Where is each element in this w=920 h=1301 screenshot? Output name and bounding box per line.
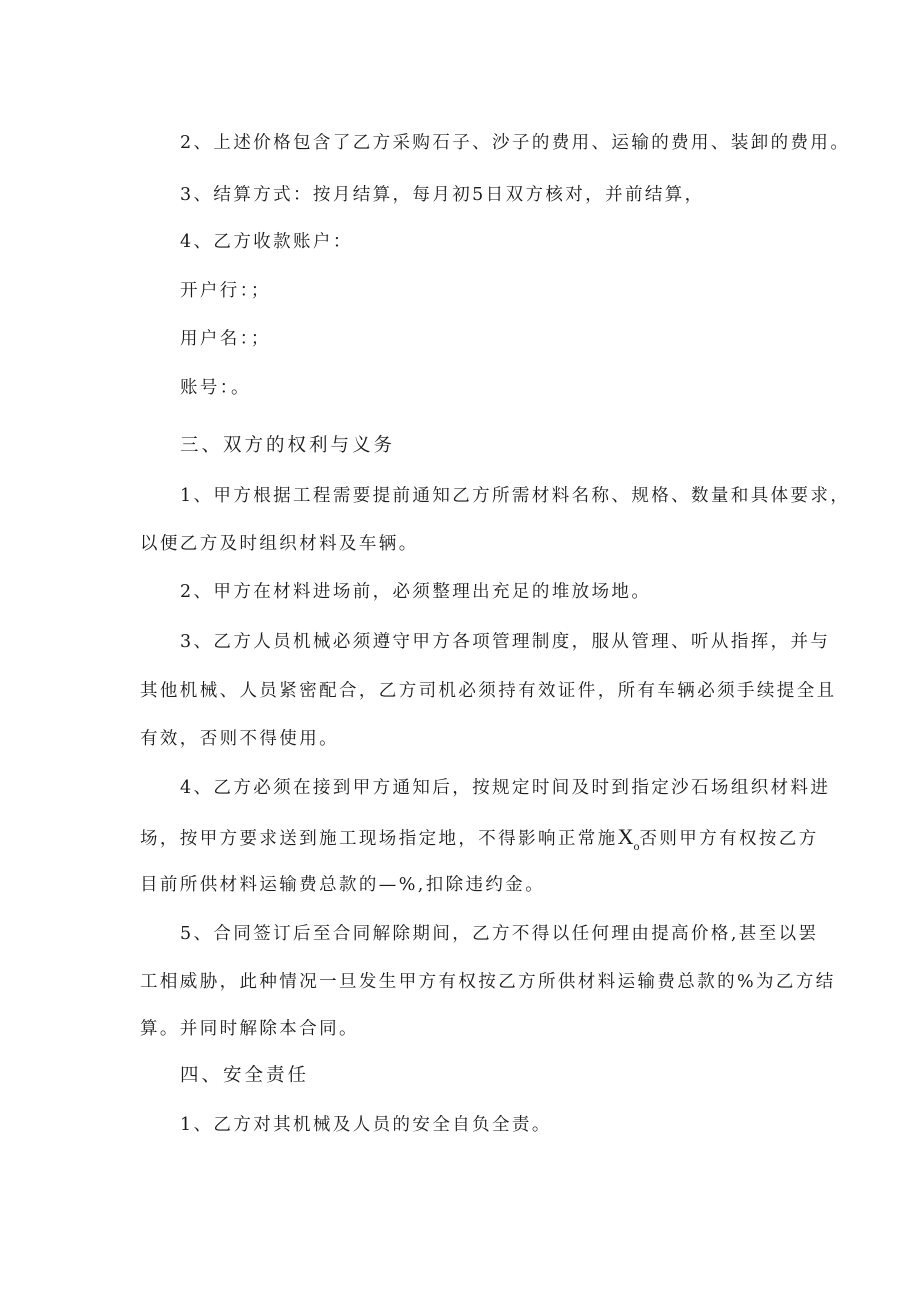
s3-item5-line2: 工相威胁，此种情况一旦发生甲方有权按乙方所供材料运输费总款的%为乙方结: [140, 972, 836, 992]
s4-item1: 1、乙方对其机械及人员的安全自负全责。: [180, 1115, 552, 1135]
s3-item3-line1: 3、乙方人员机械必须遵守甲方各项管理制度，服从管理、听从指挥，并与: [180, 632, 831, 652]
s3-item4-line1: 4、乙方必须在接到甲方通知后，按规定时间及时到指定沙石场组织材料进: [180, 778, 831, 798]
s3-item4-line2: [140, 824, 819, 853]
clause-settlement-method: 3、结算方式：按月结算，每月初5日双方核对，并前结算，: [180, 185, 705, 205]
bank-name-line: 开户行：；: [180, 281, 271, 301]
s3-item4-line2-pre: 场，按甲方要求送到施工现场指定地，不得影响正常施: [140, 829, 618, 849]
s3-item1-line2: 以便乙方及时组织材料及车辆。: [140, 534, 419, 554]
clause-receiving-account: 4、乙方收款账户：: [180, 232, 353, 252]
s3-item4-sub-glyph: o: [633, 839, 640, 853]
s3-item4-x-glyph: X: [617, 824, 634, 849]
s3-item4-line2-post: 否则甲方有权按乙方: [639, 829, 819, 849]
section-3-title: 三、双方的权利与义务: [180, 435, 396, 456]
s3-item2: 2、甲方在材料进场前，必须整理出充足的堆放场地。: [180, 582, 652, 602]
account-number-line: 账号：。: [180, 378, 251, 398]
s3-item5-line1: 5、合同签订后至合同解除期间，乙方不得以任何理由提高价格,甚至以罢: [180, 924, 819, 944]
s3-item1-line1: 1、甲方根据工程需要提前通知乙方所需材料名称、规格、数量和具体要求，: [180, 486, 851, 506]
s3-item5-line3: 算。并同时解除本合同。: [140, 1019, 359, 1039]
s3-item4-line3: 目前所供材料运输费总款的—%,扣除违约金。: [140, 875, 546, 895]
clause-price-includes: 2、上述价格包含了乙方采购石子、沙子的费用、运输的费用、装卸的费用。: [180, 133, 851, 153]
account-holder-line: 用户名：；: [180, 329, 271, 349]
s3-item3-line2: 其他机械、人员紧密配合，乙方司机必须持有效证件，所有车辆必须手续提全且: [140, 681, 837, 701]
section-4-title: 四、安全责任: [180, 1065, 310, 1086]
s3-item3-line3: 有效，否则不得使用。: [140, 729, 339, 749]
